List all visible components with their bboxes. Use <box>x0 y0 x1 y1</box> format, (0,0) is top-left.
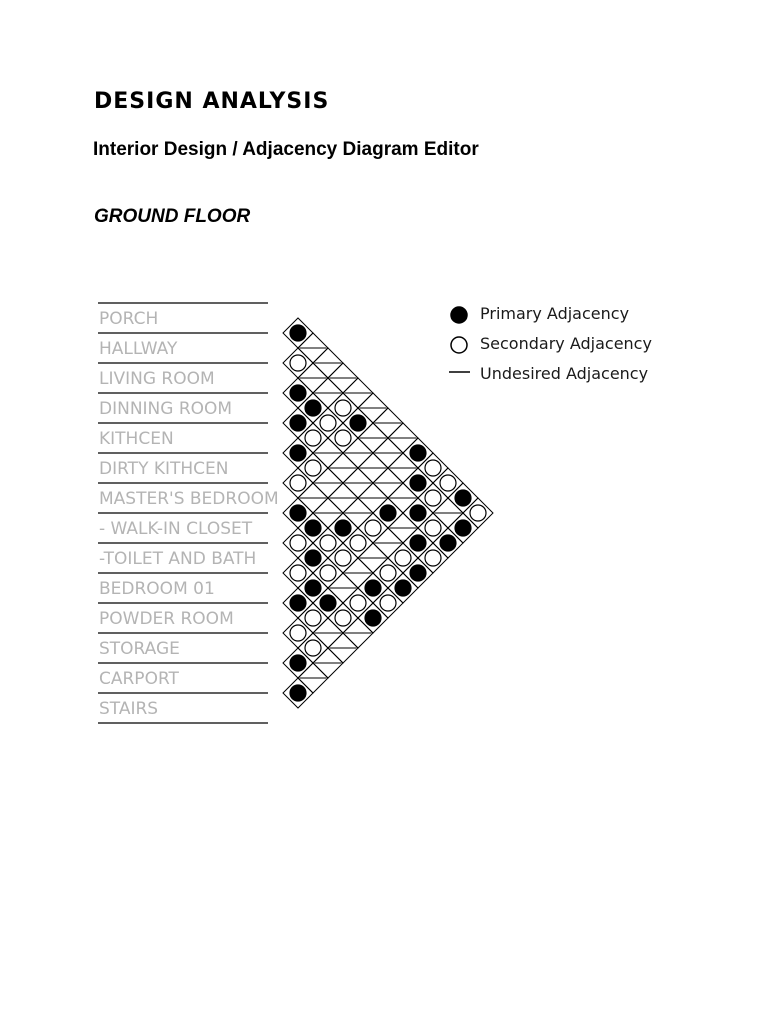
secondary-adjacency-mark <box>350 595 366 611</box>
secondary-adjacency-mark <box>290 535 306 551</box>
room-label: BEDROOM 01 <box>99 579 215 599</box>
primary-adjacency-mark <box>305 580 321 596</box>
primary-adjacency-mark <box>305 400 321 416</box>
room-label: POWDER ROOM <box>99 609 234 629</box>
secondary-adjacency-mark <box>305 610 321 626</box>
primary-adjacency-mark <box>335 520 351 536</box>
primary-adjacency-icon <box>451 307 467 323</box>
page-title: DESIGN ANALYSIS <box>94 89 330 114</box>
primary-adjacency-mark <box>350 415 366 431</box>
room-label: DINNING ROOM <box>99 399 233 419</box>
legend-primary-label: Primary Adjacency <box>480 304 630 323</box>
secondary-adjacency-mark <box>350 535 366 551</box>
room-label: - WALK-IN CLOSET <box>99 519 253 539</box>
primary-adjacency-mark <box>455 490 471 506</box>
room-label: LIVING ROOM <box>99 369 215 389</box>
secondary-adjacency-mark <box>425 490 441 506</box>
primary-adjacency-mark <box>305 550 321 566</box>
primary-adjacency-mark <box>410 475 426 491</box>
primary-adjacency-mark <box>410 535 426 551</box>
room-label: KITHCEN <box>99 429 174 449</box>
secondary-adjacency-mark <box>425 550 441 566</box>
room-label: STAIRS <box>99 699 159 719</box>
secondary-adjacency-icon <box>451 337 467 353</box>
room-label: -TOILET AND BATH <box>99 549 257 569</box>
legend <box>449 304 652 383</box>
primary-adjacency-mark <box>290 655 306 671</box>
secondary-adjacency-mark <box>335 400 351 416</box>
primary-adjacency-mark <box>305 520 321 536</box>
secondary-adjacency-mark <box>290 625 306 641</box>
secondary-adjacency-mark <box>380 565 396 581</box>
room-label: PORCH <box>99 309 159 329</box>
secondary-adjacency-mark <box>440 475 456 491</box>
secondary-adjacency-mark <box>320 535 336 551</box>
primary-adjacency-mark <box>290 595 306 611</box>
secondary-adjacency-mark <box>425 520 441 536</box>
floor-label: GROUND FLOOR <box>94 206 251 227</box>
room-label: DIRTY KITHCEN <box>99 459 229 479</box>
secondary-adjacency-mark <box>290 565 306 581</box>
primary-adjacency-mark <box>395 580 411 596</box>
primary-adjacency-mark <box>290 445 306 461</box>
primary-adjacency-mark <box>290 505 306 521</box>
secondary-adjacency-mark <box>305 640 321 656</box>
room-list <box>98 303 279 723</box>
secondary-adjacency-mark <box>380 595 396 611</box>
adjacency-matrix <box>283 318 493 708</box>
secondary-adjacency-mark <box>320 415 336 431</box>
room-label: HALLWAY <box>99 339 178 359</box>
room-label: STORAGE <box>99 639 180 659</box>
room-label: MASTER'S BEDROOM <box>99 489 279 509</box>
primary-adjacency-mark <box>380 505 396 521</box>
room-label: CARPORT <box>99 669 179 689</box>
primary-adjacency-mark <box>290 415 306 431</box>
legend-secondary-label: Secondary Adjacency <box>480 334 652 353</box>
secondary-adjacency-mark <box>365 520 381 536</box>
secondary-adjacency-mark <box>320 565 336 581</box>
secondary-adjacency-mark <box>290 475 306 491</box>
primary-adjacency-mark <box>290 685 306 701</box>
secondary-adjacency-mark <box>335 610 351 626</box>
secondary-adjacency-mark <box>305 460 321 476</box>
secondary-adjacency-mark <box>290 355 306 371</box>
primary-adjacency-mark <box>290 325 306 341</box>
legend-undesired-label: Undesired Adjacency <box>480 364 649 383</box>
primary-adjacency-mark <box>455 520 471 536</box>
primary-adjacency-mark <box>365 610 381 626</box>
primary-adjacency-mark <box>410 445 426 461</box>
primary-adjacency-mark <box>410 505 426 521</box>
primary-adjacency-mark <box>320 595 336 611</box>
secondary-adjacency-mark <box>335 550 351 566</box>
secondary-adjacency-mark <box>470 505 486 521</box>
secondary-adjacency-mark <box>305 430 321 446</box>
primary-adjacency-mark <box>410 565 426 581</box>
primary-adjacency-mark <box>290 385 306 401</box>
secondary-adjacency-mark <box>395 550 411 566</box>
page-subtitle: Interior Design / Adjacency Diagram Editor <box>93 139 479 160</box>
primary-adjacency-mark <box>365 580 381 596</box>
secondary-adjacency-mark <box>335 430 351 446</box>
primary-adjacency-mark <box>440 535 456 551</box>
secondary-adjacency-mark <box>425 460 441 476</box>
